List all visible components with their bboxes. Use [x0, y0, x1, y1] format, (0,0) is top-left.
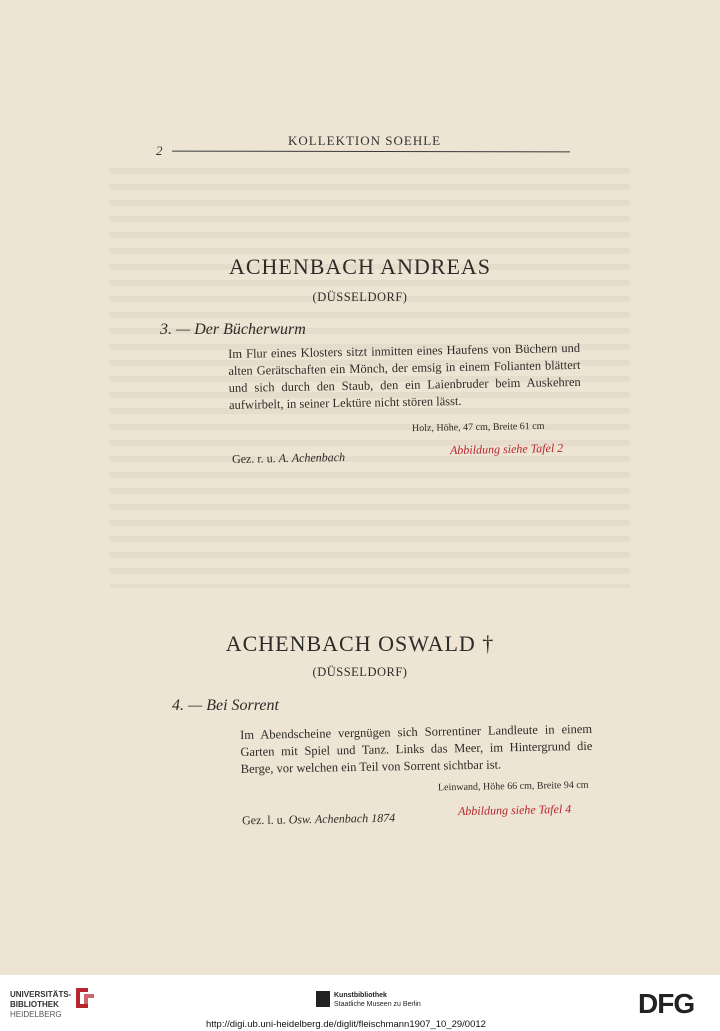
item-number: 3.	[160, 321, 172, 338]
artist-city: (DÜSSELDORF)	[312, 290, 408, 304]
item-description: Im Flur eines Klosters sitzt inmitten eines Haufens von Büchern und alten Gerätschaften ein Mönch, der emsig in einem Folianten blättert und sich durch den Staub, den ein Laienbruder beim Auskehren aufwirbelt, in seiner Lektüre nicht stören lässt.	[228, 340, 581, 412]
item-signature	[242, 811, 395, 829]
item-heading	[172, 697, 279, 715]
page-number: 2	[156, 143, 163, 158]
artist-name: ACHENBACH ANDREAS	[228, 254, 492, 279]
item-medium: Leinwand, Höhe 66 cm, Breite 94 cm	[437, 779, 589, 794]
item-signature	[232, 450, 345, 467]
signature-location: Gez. l. u.	[241, 812, 286, 828]
item-description: Im Abendscheine vergnügen sich Sorrentiner Landleute in einem Garten mit Spiel und Tanz. Links das Meer, im Hintergrund die Berge, vor welchen ein Teil von Sorrent sichtbar ist.	[240, 721, 593, 776]
signature-name: Osw. Achenbach 1874	[288, 810, 396, 827]
plate-reference: Abbildung siehe Tafel 2	[449, 440, 564, 458]
signature-name: A. Achenbach	[278, 450, 346, 466]
viewer-footer: UNIVERSITÄTS- BIBLIOTHEK HEIDELBERG Kunstbibliothek Staatliche Museen zu Berlin DFG http://digi.ub.uni-heidelberg.de/diglit/fleischmann1907_10_29/0012	[0, 975, 720, 1031]
item-title: — Der Bücherwurm	[176, 321, 306, 338]
running-head-title: KOLLEKTION SOEHLE	[288, 133, 442, 148]
plate-reference: Abbildung siehe Tafel 4	[457, 801, 572, 819]
artist-name: ACHENBACH OSWALD †	[225, 631, 495, 656]
dfg-logo[interactable]: DFG	[638, 988, 695, 1019]
item-heading	[160, 321, 306, 339]
item-medium: Holz, Höhe, 47 cm, Breite 61 cm	[411, 420, 545, 435]
item-title: — Bei Sorrent	[188, 697, 279, 714]
university-mark-icon	[74, 986, 96, 1010]
signature-location: Gez. r. u.	[231, 451, 276, 466]
permalink-url[interactable]: http://digi.ub.uni-heidelberg.de/diglit/fleischmann1907_10_29/0012	[206, 1019, 486, 1030]
university-library-logo[interactable]: UNIVERSITÄTS- BIBLIOTHEK HEIDELBERG	[10, 990, 72, 1019]
kunstbibliothek-icon	[316, 991, 330, 1007]
item-number: 4.	[172, 697, 184, 714]
artist-city: (DÜSSELDORF)	[312, 665, 408, 679]
